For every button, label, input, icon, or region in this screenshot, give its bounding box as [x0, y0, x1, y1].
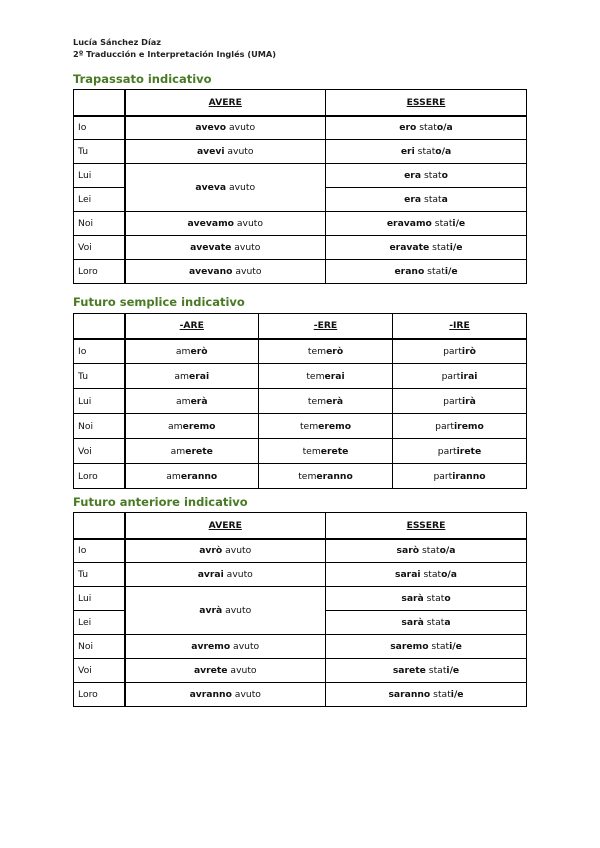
pronoun-cell: Noi	[74, 212, 125, 236]
table-header-row	[74, 90, 527, 116]
are-form: ameranno	[125, 464, 259, 489]
table-row	[74, 464, 527, 489]
essere-form: sarò stato/a	[326, 539, 527, 563]
pronoun-cell: Loro	[74, 683, 125, 707]
essere-form: sarai stato/a	[326, 563, 527, 587]
table-row	[74, 212, 527, 236]
table-row	[74, 116, 527, 140]
ere-form: temeremo	[259, 414, 393, 439]
essere-form: ero stato/a	[326, 116, 527, 140]
table-row	[74, 164, 527, 188]
essere-form: saranno stati/e	[326, 683, 527, 707]
avere-form: avranno avuto	[125, 683, 326, 707]
avere-form: avevo avuto	[125, 116, 326, 140]
essere-form: era stato	[326, 164, 527, 188]
table-row	[74, 635, 527, 659]
table-row	[74, 389, 527, 414]
essere-form: saremo stati/e	[326, 635, 527, 659]
table-row	[74, 683, 527, 707]
table-row	[74, 439, 527, 464]
ere-form: temeranno	[259, 464, 393, 489]
section-title-futuro-semplice: Futuro semplice indicativo	[73, 295, 245, 309]
avere-form: avevi avuto	[125, 140, 326, 164]
are-form: amerà	[125, 389, 259, 414]
column-header-essere: ESSERE	[326, 90, 527, 116]
avere-form: avrete avuto	[125, 659, 326, 683]
avere-form: avrò avuto	[125, 539, 326, 563]
pronoun-cell: Loro	[74, 260, 125, 284]
table-row	[74, 236, 527, 260]
pronoun-cell: Voi	[74, 659, 125, 683]
empty-corner-cell	[74, 513, 125, 539]
avere-form: avremo avuto	[125, 635, 326, 659]
pronoun-cell: Voi	[74, 236, 125, 260]
ere-form: temerà	[259, 389, 393, 414]
table-row	[74, 339, 527, 364]
ire-form: partirà	[393, 389, 527, 414]
ere-form: temerete	[259, 439, 393, 464]
column-header-are: -ARE	[125, 314, 259, 339]
essere-form: sarete stati/e	[326, 659, 527, 683]
ire-form: partirete	[393, 439, 527, 464]
are-form: ameremo	[125, 414, 259, 439]
essere-form: eravate stati/e	[326, 236, 527, 260]
pronoun-cell: Lui	[74, 587, 125, 611]
section-title-futuro-anteriore: Futuro anteriore indicativo	[73, 495, 248, 509]
empty-corner-cell	[74, 90, 125, 116]
column-header-avere: AVERE	[125, 513, 326, 539]
section-title-trapassato: Trapassato indicativo	[73, 72, 212, 86]
pronoun-cell: Tu	[74, 140, 125, 164]
essere-form: eravamo stati/e	[326, 212, 527, 236]
table-row	[74, 260, 527, 284]
table-row	[74, 587, 527, 611]
table-row	[74, 539, 527, 563]
table-row	[74, 659, 527, 683]
course-name: 2º Traducción e Interpretación Inglés (UMA)	[73, 48, 276, 59]
empty-corner-cell	[74, 314, 125, 339]
pronoun-cell: Noi	[74, 635, 125, 659]
table-header-row	[74, 314, 527, 339]
column-header-avere: AVERE	[125, 90, 326, 116]
avere-form: aveva avuto	[125, 164, 326, 212]
table-futuro-semplice	[73, 313, 527, 489]
are-form: amerai	[125, 364, 259, 389]
essere-form: sarà stata	[326, 611, 527, 635]
pronoun-cell: Io	[74, 116, 125, 140]
avere-form: avevamo avuto	[125, 212, 326, 236]
pronoun-cell: Noi	[74, 414, 125, 439]
column-header-ire: -IRE	[393, 314, 527, 339]
ire-form: partirai	[393, 364, 527, 389]
are-form: amerò	[125, 339, 259, 364]
ere-form: temerò	[259, 339, 393, 364]
document-header	[73, 37, 276, 60]
author-name: Lucía Sánchez Díaz	[73, 37, 162, 47]
table-row	[74, 140, 527, 164]
pronoun-cell: Tu	[74, 364, 125, 389]
essere-form: era stata	[326, 188, 527, 212]
avere-form: avevano avuto	[125, 260, 326, 284]
avere-form: avrai avuto	[125, 563, 326, 587]
are-form: amerete	[125, 439, 259, 464]
table-row	[74, 563, 527, 587]
pronoun-cell: Lei	[74, 188, 125, 212]
pronoun-cell: Loro	[74, 464, 125, 489]
essere-form: eri stato/a	[326, 140, 527, 164]
table-row	[74, 414, 527, 439]
avere-form: avevate avuto	[125, 236, 326, 260]
ire-form: partiranno	[393, 464, 527, 489]
ire-form: partiremo	[393, 414, 527, 439]
table-row	[74, 364, 527, 389]
pronoun-cell: Io	[74, 339, 125, 364]
pronoun-cell: Io	[74, 539, 125, 563]
table-header-row	[74, 513, 527, 539]
pronoun-cell: Voi	[74, 439, 125, 464]
column-header-ere: -ERE	[259, 314, 393, 339]
ere-form: temerai	[259, 364, 393, 389]
column-header-essere: ESSERE	[326, 513, 527, 539]
essere-form: erano stati/e	[326, 260, 527, 284]
pronoun-cell: Lui	[74, 164, 125, 188]
avere-form: avrà avuto	[125, 587, 326, 635]
pronoun-cell: Lei	[74, 611, 125, 635]
table-trapassato	[73, 89, 527, 284]
pronoun-cell: Tu	[74, 563, 125, 587]
ire-form: partirò	[393, 339, 527, 364]
essere-form: sarà stato	[326, 587, 527, 611]
table-futuro-anteriore	[73, 512, 527, 707]
pronoun-cell: Lui	[74, 389, 125, 414]
